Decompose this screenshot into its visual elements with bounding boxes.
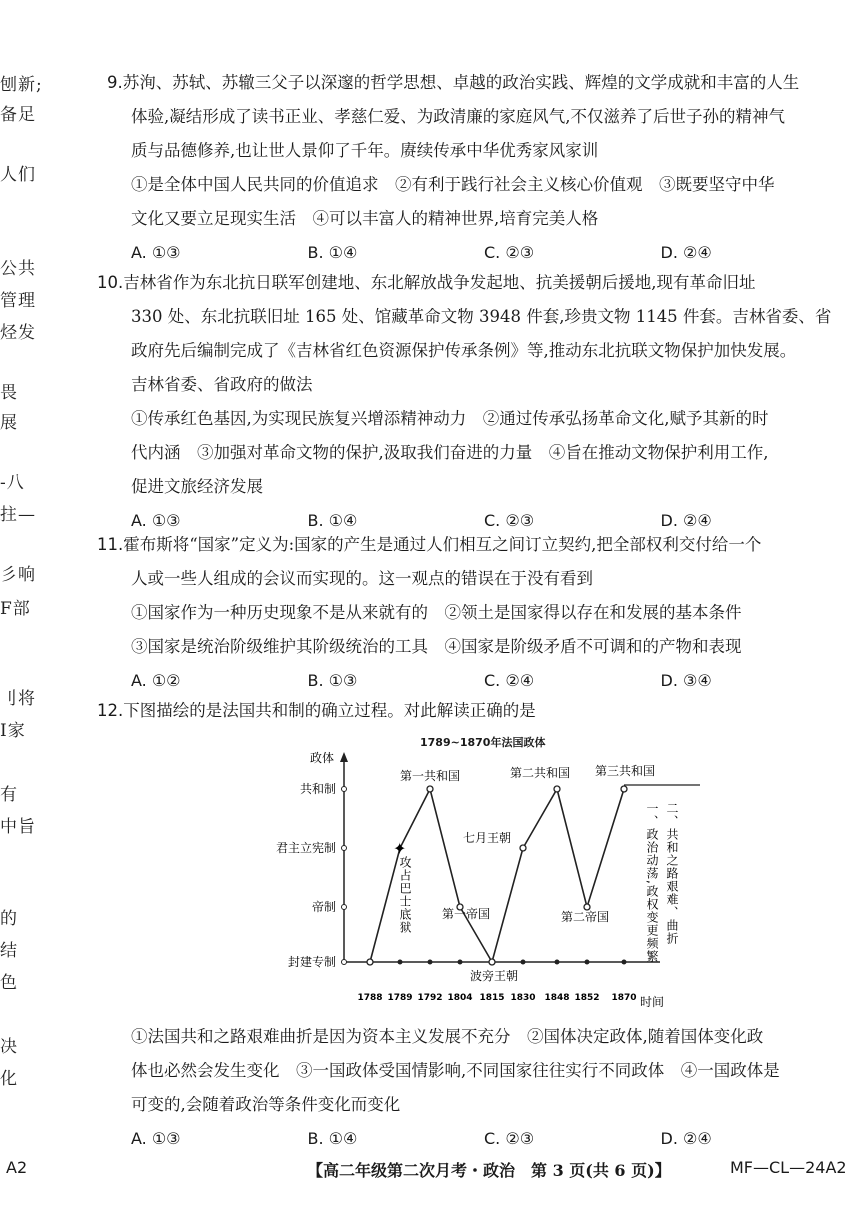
option-c[interactable]: C. ②③ (484, 243, 535, 262)
question-line (97, 694, 837, 728)
data-point (489, 959, 495, 965)
question-text: 人或一些人组成的会议而实现的。这一观点的错误在于没有看到 (131, 569, 593, 588)
question-line (107, 202, 837, 236)
point-label: 第一共和国 (400, 769, 461, 783)
y-tick-mark (342, 787, 347, 792)
x-tick-label: 1830 (510, 993, 536, 1003)
question-number: 12. (97, 701, 124, 720)
point-label: 攻占巴士底狱 (398, 856, 412, 934)
margin-fragment: 刂将 (0, 689, 36, 709)
margin-fragment: F部 (0, 599, 31, 619)
question-text: 文化又要立足现实生活 ④可以丰富人的精神世界,培育完美人格 (131, 209, 599, 228)
question-text: ①国家作为一种历史现象不是从来就有的 ②领土是国家得以存在和发展的基本条件 (131, 603, 742, 622)
y-tick-label: 帝制 (311, 900, 336, 914)
option-d[interactable]: D. ③④ (660, 671, 712, 690)
margin-fragment: 的 (0, 909, 18, 929)
y-tick-label: 共和制 (299, 782, 336, 796)
point-label: 第二共和国 (510, 766, 571, 780)
margin-fragment: 色 (0, 973, 18, 993)
y-axis-arrow (340, 752, 348, 762)
question-number: 11. (97, 535, 124, 554)
data-point (367, 959, 373, 965)
question-text: ①是全体中国人民共同的价值追求 ②有利于践行社会主义核心价值观 ③既要坚守中华 (131, 175, 775, 194)
margin-fragment: I家 (0, 721, 26, 741)
question-line (107, 630, 837, 664)
question-text: 苏洵、苏轼、苏辙三父子以深邃的哲学思想、卓越的政治实践、辉煌的文学成就和丰富的人生 (122, 73, 800, 92)
question-text: 吉林省委、省政府的做法 (131, 375, 313, 394)
x-tick-label: 1870 (611, 993, 637, 1003)
star-marker: ✦ (393, 839, 407, 858)
question-text: ③国家是统治阶级维护其阶级统治的工具 ④国家是阶级矛盾不可调和的产物和表现 (131, 637, 742, 656)
answer-options (107, 1122, 837, 1156)
option-d[interactable]: D. ②④ (660, 243, 712, 262)
y-tick-mark (342, 905, 347, 910)
margin-fragment: 彡响 (0, 565, 36, 585)
question-number: 9. (107, 73, 123, 92)
page-footer (0, 1158, 867, 1184)
x-tick-label: 1852 (574, 993, 600, 1003)
x-tick-label: 1789 (387, 993, 413, 1003)
margin-fragment: 结 (0, 941, 18, 961)
question-line (107, 100, 837, 134)
margin-fragment: 管理 (0, 291, 36, 311)
question-line (107, 300, 837, 334)
margin-fragment: 化 (0, 1069, 18, 1089)
y-axis-label: 政体 (310, 751, 335, 765)
option-b[interactable]: B. ①④ (307, 243, 358, 262)
question-line (107, 368, 837, 402)
question-text: 代内涵 ③加强对革命文物的保护,汲取我们奋进的力量 ④旨在推动文物保护利用工作, (131, 443, 769, 462)
data-point (520, 845, 526, 851)
question-line (107, 1020, 837, 1054)
question-text: 政府先后编制完成了《吉林省红色资源保护传承条例》等,推动东北抗联文物保护加快发展。 (131, 341, 797, 360)
point-label: 波旁王朝 (470, 969, 519, 983)
data-point (427, 786, 433, 792)
question-text: 可变的,会随着政治等条件变化而变化 (131, 1095, 401, 1114)
question-text: ①法国共和之路艰难曲折是因为资本主义发展不充分 ②国体决定政体,随着国体变化政 (131, 1027, 764, 1046)
margin-fragment: 备足 (0, 105, 36, 125)
footer-center: 【高二年级第二次月考・政治 第 3 页(共 6 页)】 (307, 1161, 671, 1180)
question-12-options (107, 1020, 837, 1156)
option-d[interactable]: D. ②④ (660, 1129, 712, 1148)
margin-fragment: -八 (0, 473, 25, 493)
margin-fragment: 公共 (0, 259, 36, 279)
point-label: 第二帝国 (561, 910, 610, 924)
option-a[interactable]: A. ①③ (131, 511, 181, 530)
option-a[interactable]: A. ①② (131, 671, 181, 690)
question-line (107, 1054, 837, 1088)
annotation-2: 二、共和之路艰难、曲折 (665, 802, 679, 945)
option-b[interactable]: B. ①④ (307, 511, 358, 530)
margin-fragment: 展 (0, 413, 18, 433)
x-tick-label: 1815 (479, 993, 505, 1003)
margin-fragment: 刨新; (0, 75, 43, 95)
option-a[interactable]: A. ①③ (131, 1129, 181, 1148)
question-text: 促进文旅经济发展 (131, 477, 263, 496)
question-text: ①传承红色基因,为实现民族复兴增添精神动力 ②通过传承弘扬革命文化,赋予其新的时 (131, 409, 769, 428)
regime-chart (270, 750, 710, 1010)
x-axis-label: 时间 (640, 995, 665, 1009)
answer-options (107, 664, 837, 698)
x-tick-mark (622, 960, 627, 965)
margin-fragment: 有 (0, 785, 18, 805)
question-line (107, 168, 837, 202)
option-c[interactable]: C. ②④ (484, 671, 535, 690)
option-c[interactable]: C. ②③ (484, 1129, 535, 1148)
x-tick-mark (521, 960, 526, 965)
option-c[interactable]: C. ②③ (484, 511, 535, 530)
margin-fragment: 烃发 (0, 323, 36, 343)
x-tick-label: 1792 (417, 993, 443, 1003)
y-tick-mark (342, 960, 347, 965)
margin-fragment: 拄— (0, 505, 36, 525)
question-text: 质与品德修养,也让世人景仰了千年。赓续传承中华优秀家风家训 (131, 141, 599, 160)
y-tick-label: 封建专制 (287, 955, 336, 969)
question-line (107, 436, 837, 470)
question-line (107, 402, 837, 436)
question-line (97, 528, 837, 562)
data-point (621, 786, 627, 792)
question-text: 体验,凝结形成了读书正业、孝慈仁爱、为政清廉的家庭风气,不仅滋养了后世子孙的精神气 (131, 107, 785, 126)
data-point (554, 786, 560, 792)
question-line (97, 266, 837, 300)
question-12 (97, 694, 837, 728)
point-label: 第三共和国 (595, 764, 656, 778)
question-9 (107, 66, 837, 270)
y-tick-label: 君主立宪制 (275, 841, 336, 855)
margin-fragment: 中旨 (0, 817, 36, 837)
option-a[interactable]: A. ①③ (131, 243, 181, 262)
question-text: 体也必然会发生变化 ③一国政体受国情影响,不同国家往往实行不同政体 ④一国政体是 (131, 1061, 780, 1080)
question-line (107, 1088, 837, 1122)
margin-fragment: 人们 (0, 165, 36, 185)
x-tick-label: 1848 (544, 993, 570, 1003)
chart-title: 1789~1870年法国政体 (420, 736, 546, 749)
footer-left: A2 (6, 1158, 28, 1177)
question-number: 10. (97, 273, 124, 292)
question-text: 下图描绘的是法国共和制的确立过程。对此解读正确的是 (123, 701, 536, 720)
option-b[interactable]: B. ①③ (307, 671, 358, 690)
question-line (107, 470, 837, 504)
point-label: 七月王朝 (463, 831, 512, 845)
question-line (107, 134, 837, 168)
x-tick-mark (585, 960, 590, 965)
margin-fragment: 畏 (0, 383, 18, 403)
question-11 (97, 528, 837, 698)
option-d[interactable]: D. ②④ (660, 511, 712, 530)
x-tick-mark (428, 960, 433, 965)
x-tick-label: 1804 (447, 993, 473, 1003)
question-line (107, 66, 837, 100)
question-text: 霍布斯将“国家”定义为:国家的产生是通过人们相互之间订立契约,把全部权利交付给一个 (123, 535, 762, 554)
x-tick-label: 1788 (357, 993, 383, 1003)
question-line (107, 562, 837, 596)
question-text: 吉林省作为东北抗日联军创建地、东北解放战争发起地、抗美援朝后援地,现有革命旧址 (123, 273, 756, 292)
question-line (107, 596, 837, 630)
annotation-1: 一、政治动荡,政权变更频繁 (645, 802, 659, 963)
margin-fragment: 决 (0, 1037, 18, 1057)
answer-options (107, 236, 837, 270)
footer-right: MF—CL—24A2 (730, 1158, 847, 1177)
point-label: 第一帝国 (442, 907, 491, 921)
question-text: 330 处、东北抗联旧址 165 处、馆藏革命文物 3948 件套,珍贵文物 1145 件套。吉林省委、省 (131, 307, 832, 326)
x-tick-mark (398, 960, 403, 965)
x-tick-mark (555, 960, 560, 965)
x-tick-mark (458, 960, 463, 965)
option-b[interactable]: B. ①④ (307, 1129, 358, 1148)
y-tick-mark (342, 846, 347, 851)
question-line (107, 334, 837, 368)
question-10 (97, 266, 837, 538)
